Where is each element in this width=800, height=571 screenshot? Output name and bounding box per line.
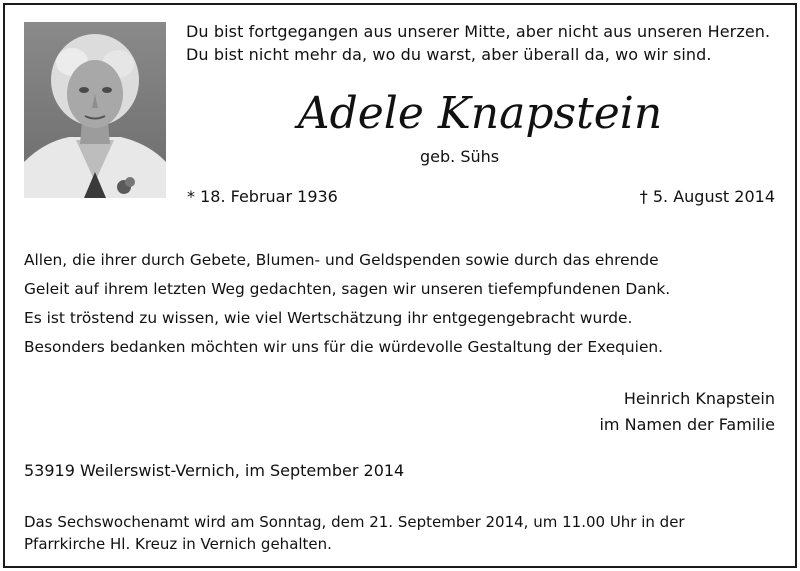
verse-line-2: Du bist nicht mehr da, wo du warst, aber überall da, wo wir sind. [186, 45, 712, 64]
notice-line-2: Pfarrkirche Hl. Kreuz in Vernich gehalten. [24, 535, 332, 553]
maiden-name: geb. Sühs [420, 147, 500, 166]
verse-line-1: Du bist fortgegangen aus unserer Mitte, aber nicht aus unseren Herzen. [186, 22, 771, 41]
signature-name: Heinrich Knapstein [623, 389, 775, 408]
signature-subtitle: im Namen der Familie [599, 415, 775, 434]
mass-notice [24, 511, 685, 555]
portrait-image [24, 22, 166, 198]
deceased-name: Adele Knapstein [297, 88, 663, 139]
notice-line-1: Das Sechswochenamt wird am Sonntag, dem 21. September 2014, um 11.00 Uhr in der [24, 513, 685, 531]
thank-you-message [24, 246, 670, 362]
birth-date: * 18. Februar 1936 [187, 187, 338, 206]
message-line: Geleit auf ihrem letzten Weg gedachten, sagen wir unseren tiefempfundenen Dank. [24, 280, 671, 298]
place-date: 53919 Weilerswist-Vernich, im September 2014 [24, 461, 405, 480]
message-line: Besonders bedanken möchten wir uns für die würdevolle Gestaltung der Exequien. [24, 338, 664, 356]
death-date: † 5. August 2014 [639, 187, 775, 206]
message-line: Es ist tröstend zu wissen, wie viel Wertschätzung ihr entgegengebracht wurde. [24, 309, 633, 327]
portrait-photo [24, 22, 166, 198]
memorial-verse [186, 20, 770, 66]
message-line: Allen, die ihrer durch Gebete, Blumen- und Geldspenden sowie durch das ehrende [24, 251, 659, 269]
